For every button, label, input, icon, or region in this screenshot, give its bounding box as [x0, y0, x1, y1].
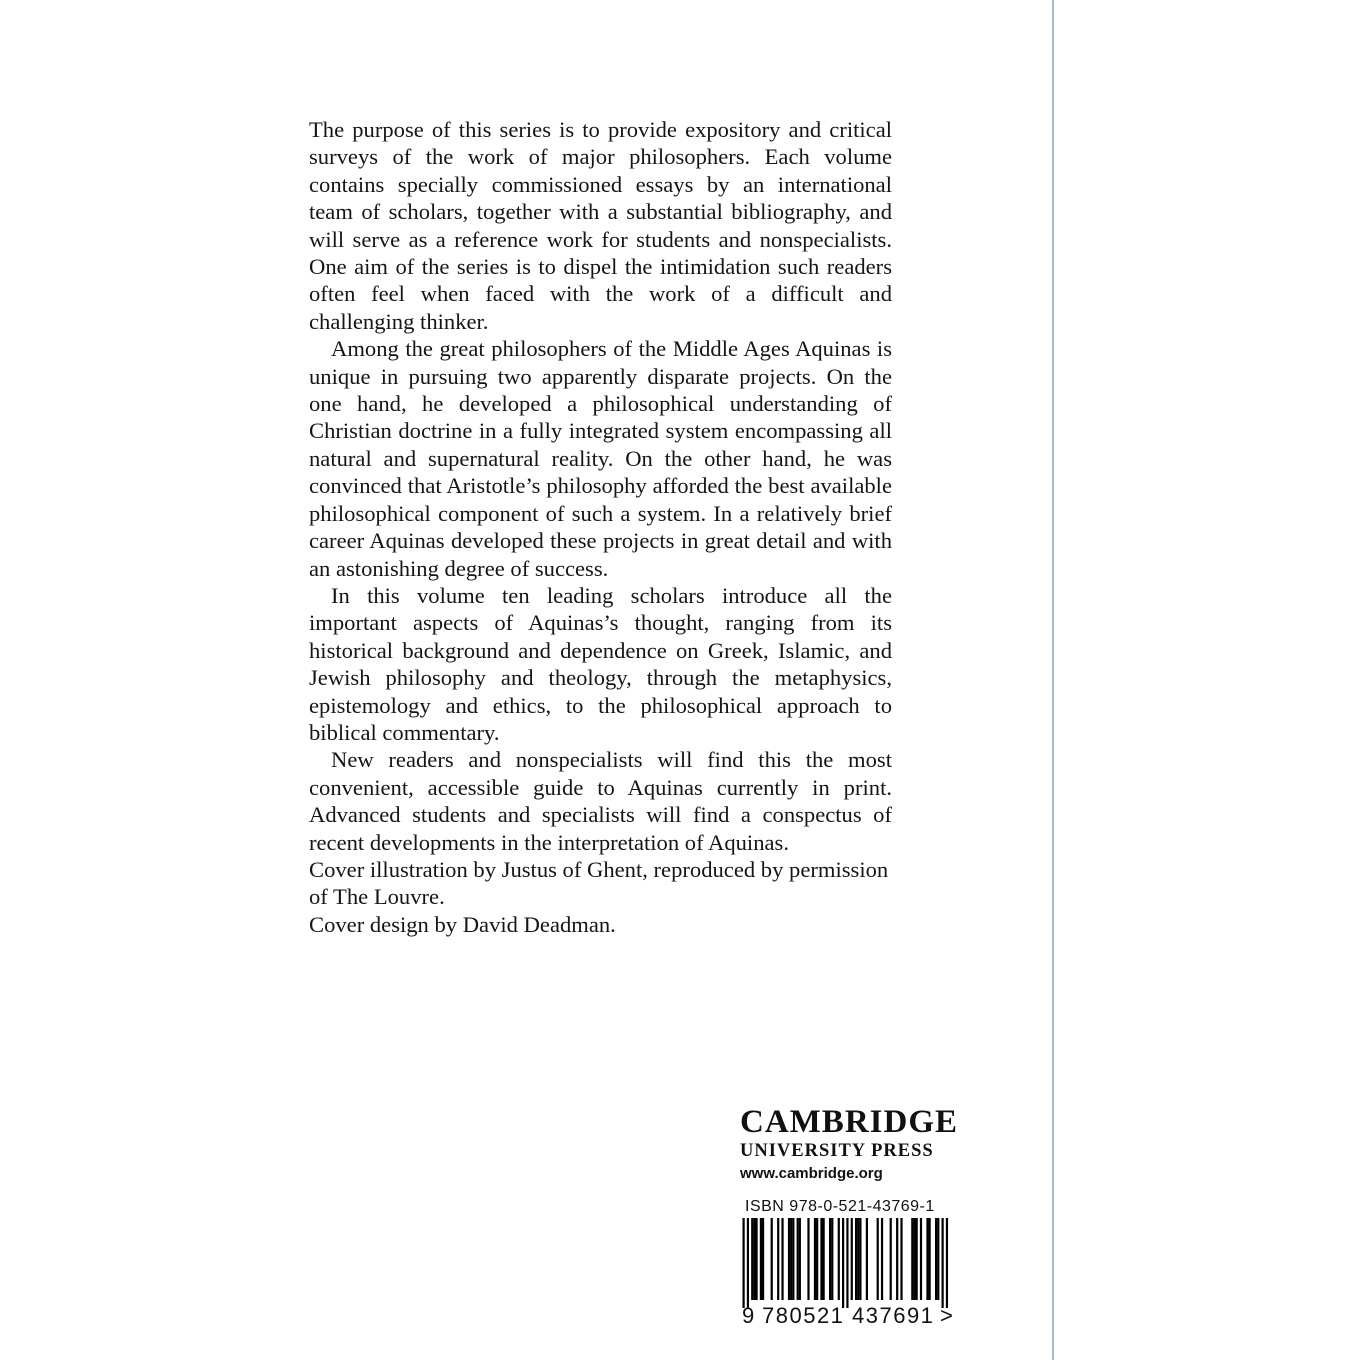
- barcode-bar: [823, 1218, 825, 1300]
- isbn-barcode: [742, 1218, 954, 1308]
- blurb-volume-paragraph: In this volume ten leading scholars introduce all the important aspects of Aquinas’s thought, ranging from its historical background and dependence on Greek, Islamic, and Jewish philosophy and theology, through the metaphysics, epistemology and ethics, to the philosophical approach to biblical commentary.: [309, 582, 892, 745]
- barcode-bar: [790, 1218, 792, 1300]
- barcode-bar: [851, 1218, 853, 1300]
- barcode-bar: [807, 1218, 809, 1300]
- publisher-name: CAMBRIDGE: [740, 1104, 959, 1140]
- barcode-quiet-zone-mark: >: [940, 1303, 953, 1328]
- barcode-bar: [937, 1218, 939, 1300]
- barcode-bar: [855, 1218, 857, 1300]
- barcode-bar: [900, 1218, 902, 1300]
- barcode-bar: [788, 1218, 790, 1300]
- publisher-url: www.cambridge.org: [740, 1165, 883, 1182]
- barcode-bar: [946, 1218, 948, 1308]
- barcode-bar: [916, 1218, 918, 1300]
- cover-design-credit: Cover design by David Deadman.: [309, 911, 616, 937]
- barcode-bar: [820, 1218, 822, 1300]
- blurb-aquinas-paragraph: Among the great philosophers of the Middle Ages Aquinas is unique in pursuing two apparently disparate projects. On the one hand, he developed a philosophical understanding of Christian doctrine in a fully integrated system encompassing all natural and supernatural reality. On the other hand, he was convinced that Aristotle’s philosophy afforded the best available philosophical component of such a system. In a relatively brief career Aquinas developed these projects in great detail and with an astonishing degree of success.: [309, 336, 892, 581]
- isbn-label: ISBN 978-0-521-43769-1: [745, 1198, 935, 1215]
- barcode-bar: [846, 1218, 848, 1308]
- publisher-subtitle: UNIVERSITY PRESS: [740, 1141, 934, 1161]
- blurb-series-paragraph: The purpose of this series is to provide expository and critical surveys of the work of major philosophers. Each volume contains specially commissioned essays by an international team of scholars, together with a substantial bibliography, and will serve as a reference work for students and nonspecialists. One aim of the series is to dispel the intimidation such readers often feel when faced with the work of a difficult and challenging thinker.: [309, 117, 892, 334]
- barcode-bar: [929, 1218, 931, 1300]
- barcode-bar: [751, 1218, 753, 1300]
- barcode-bar: [866, 1218, 868, 1300]
- barcode-bar: [814, 1218, 816, 1300]
- barcode-bar: [896, 1218, 898, 1300]
- back-cover-blurb: [309, 116, 892, 938]
- barcode-bar: [838, 1218, 840, 1300]
- barcode-bar: [926, 1218, 928, 1300]
- barcode-left-group: 780521: [762, 1303, 845, 1328]
- barcode-bar: [911, 1218, 913, 1300]
- barcode-bar: [913, 1218, 915, 1300]
- barcode-bar: [771, 1218, 773, 1300]
- barcode-bar: [831, 1218, 833, 1300]
- barcode-bar: [857, 1218, 859, 1300]
- barcode-bar: [842, 1218, 844, 1308]
- barcode-bar: [742, 1218, 744, 1308]
- barcode-bar: [747, 1218, 749, 1308]
- barcode-digits: [742, 1303, 954, 1333]
- barcode-bar: [762, 1218, 764, 1300]
- barcode-bar: [777, 1218, 779, 1300]
- barcode-bar: [760, 1218, 762, 1300]
- barcode-bar: [881, 1218, 883, 1300]
- barcode-bar: [920, 1218, 922, 1300]
- barcode-bar: [792, 1218, 794, 1300]
- barcode-right-group: 437691: [852, 1303, 935, 1328]
- publisher-logo: [740, 1105, 972, 1185]
- barcode-bar: [799, 1218, 801, 1300]
- barcode-bar: [829, 1218, 831, 1300]
- barcode-bar: [753, 1218, 755, 1300]
- barcode-bar: [859, 1218, 861, 1300]
- barcode-bar: [816, 1218, 818, 1300]
- blurb-readers-paragraph: New readers and nonspecialists will find this the most convenient, accessible guide to Aquinas currently in print. Advanced students and specialists will find a conspectus of recent developments in the interpretation of Aquinas.: [309, 747, 892, 855]
- barcode-bar: [781, 1218, 783, 1300]
- barcode-bar: [797, 1218, 799, 1300]
- barcode-lead-digit: 9: [742, 1303, 755, 1328]
- barcode-bar: [890, 1218, 892, 1300]
- cover-illustration-credit: Cover illustration by Justus of Ghent, reproduced by permission of The Louvre.: [309, 856, 889, 910]
- barcode-bar: [877, 1218, 879, 1300]
- spine-edge-line: [1052, 0, 1054, 1360]
- barcode-bar: [935, 1218, 937, 1300]
- barcode-bar: [755, 1218, 757, 1300]
- barcode-bar: [942, 1218, 944, 1308]
